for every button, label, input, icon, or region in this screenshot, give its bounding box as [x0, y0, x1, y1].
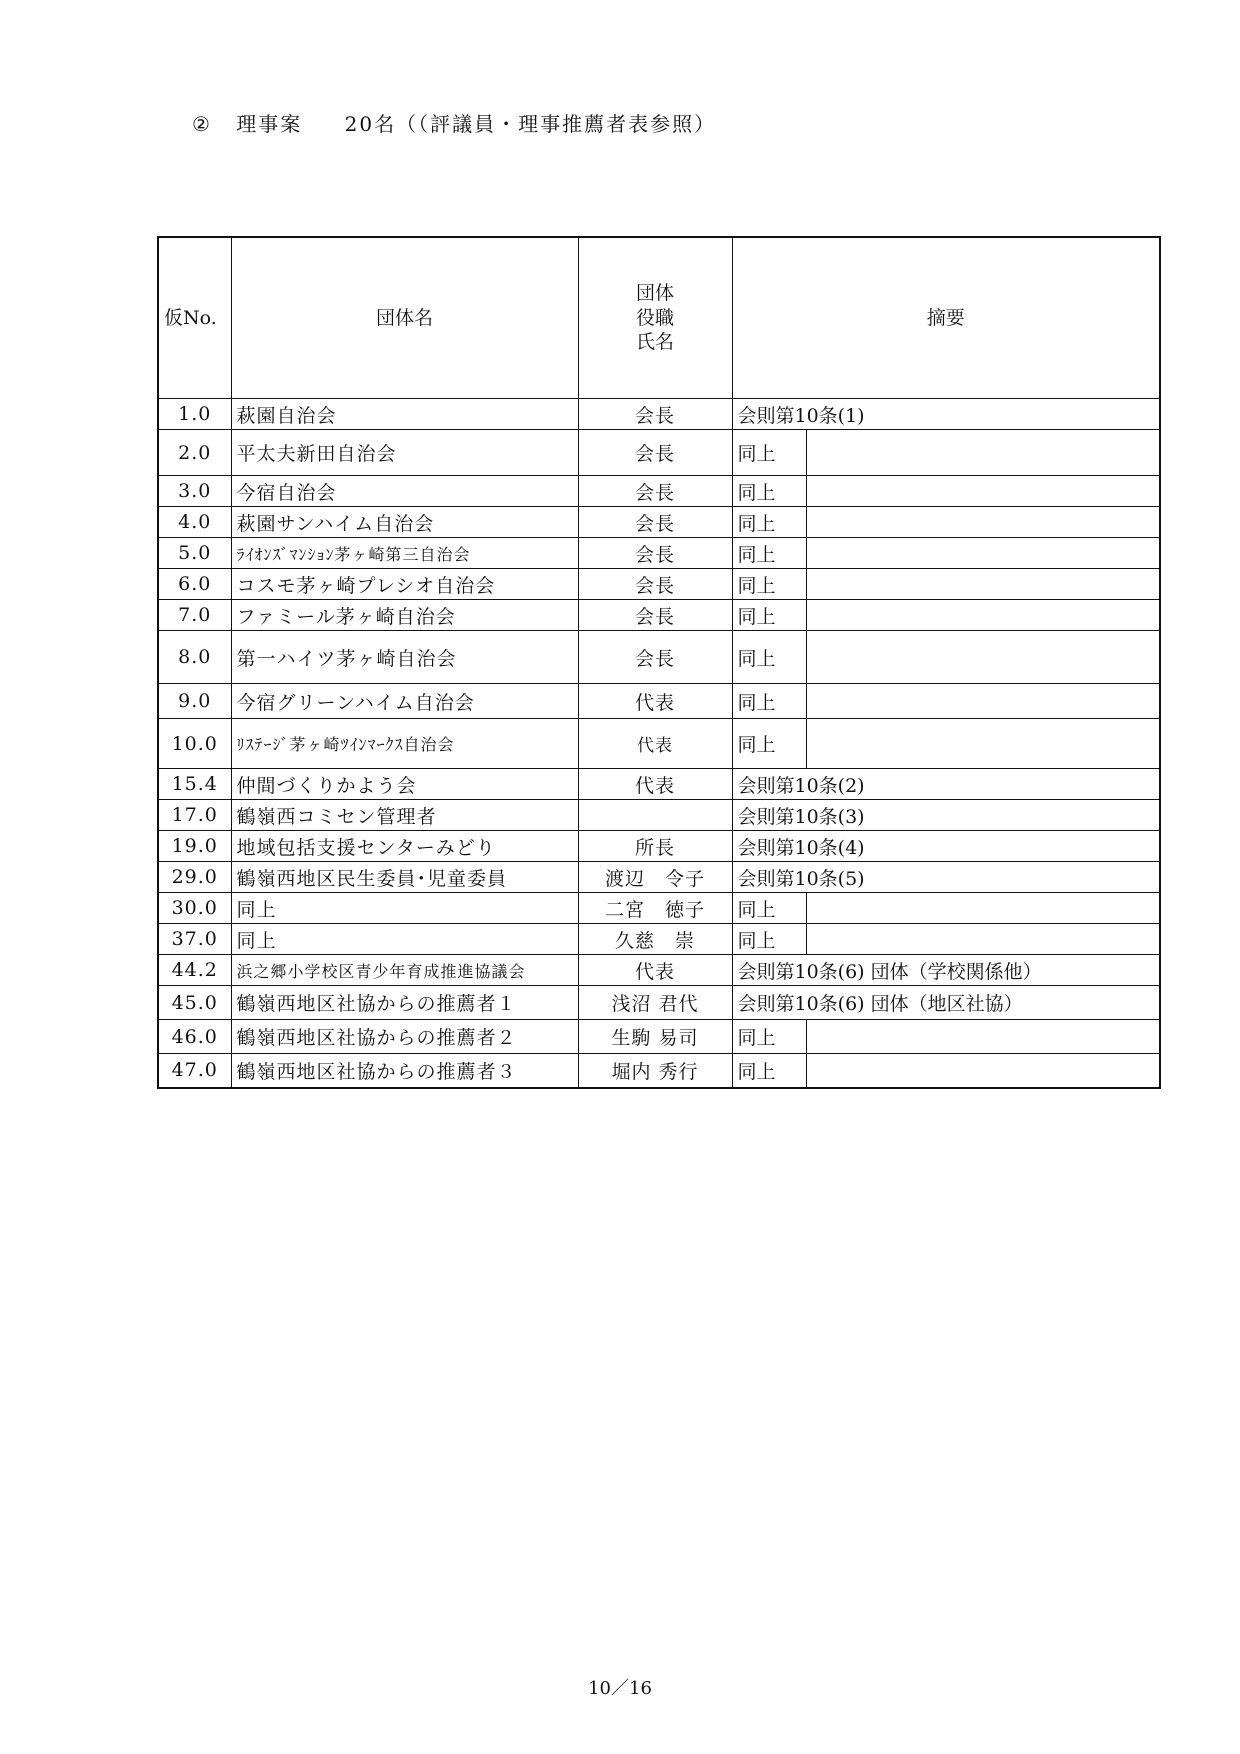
row-organization: 同上: [231, 893, 578, 924]
row-note-extra: [806, 631, 1160, 684]
row-organization: 平太夫新田自治会: [231, 430, 578, 476]
circled-number-marker: ②: [192, 112, 212, 136]
table-row: [158, 507, 1160, 538]
row-organization: 萩園自治会: [231, 399, 578, 430]
row-organization: 鶴嶺西コミセン管理者: [231, 800, 578, 831]
row-note: 会則第10条(6) 団体（地区社協）: [732, 986, 1160, 1020]
table-row: [158, 769, 1160, 800]
header-org: 団体名: [231, 237, 578, 399]
row-note: 同上: [732, 684, 806, 719]
row-organization: ﾗｲｵﾝｽﾞﾏﾝｼｮﾝ茅ヶ崎第三自治会: [231, 538, 578, 569]
row-role-name: [578, 800, 732, 831]
row-organization: 第一ハイツ茅ヶ崎自治会: [231, 631, 578, 684]
row-note: 同上: [732, 631, 806, 684]
heading-title: 理事案: [236, 112, 303, 136]
header-no: 仮No.: [158, 237, 231, 399]
row-note: 会則第10条(1): [732, 399, 1160, 430]
table-header-row: [158, 237, 1160, 399]
row-number: 8.0: [158, 631, 231, 684]
row-organization: 鶴嶺西地区社協からの推薦者１: [231, 986, 578, 1020]
row-role-name: 会長: [578, 538, 732, 569]
row-note: 同上: [732, 569, 806, 600]
director-candidates-table: [157, 236, 1161, 1089]
row-note: 同上: [732, 893, 806, 924]
row-number: 5.0: [158, 538, 231, 569]
table-row: [158, 955, 1160, 986]
row-note-extra: [806, 1020, 1160, 1054]
row-role-name: 渡辺 令子: [578, 862, 732, 893]
page-number: 10／16: [588, 1678, 652, 1699]
row-note: 同上: [732, 476, 806, 507]
row-note: 同上: [732, 538, 806, 569]
row-note: 同上: [732, 924, 806, 955]
row-organization: 鶴嶺西地区社協からの推薦者２: [231, 1020, 578, 1054]
row-role-name: 会長: [578, 569, 732, 600]
header-note: 摘要: [732, 237, 1160, 399]
row-role-name: 代表: [578, 955, 732, 986]
row-note-extra: [806, 1054, 1160, 1088]
table-row: [158, 684, 1160, 719]
row-note: 会則第10条(4): [732, 831, 1160, 862]
table-row: [158, 924, 1160, 955]
row-note-extra: [806, 893, 1160, 924]
row-role-name: 代表: [578, 769, 732, 800]
header-role: [578, 237, 732, 399]
row-role-name: 会長: [578, 600, 732, 631]
row-number: 29.0: [158, 862, 231, 893]
header-role-line: 氏名: [635, 331, 674, 354]
row-note: 同上: [732, 1054, 806, 1088]
table-row: [158, 800, 1160, 831]
row-role-name: 二宮 徳子: [578, 893, 732, 924]
row-organization: ファミール茅ヶ崎自治会: [231, 600, 578, 631]
row-note-extra: [806, 684, 1160, 719]
table-row: [158, 1054, 1160, 1088]
row-note: 会則第10条(2): [732, 769, 1160, 800]
table-row: [158, 831, 1160, 862]
row-role-name: 会長: [578, 476, 732, 507]
row-role-name: 堀内 秀行: [578, 1054, 732, 1088]
row-number: 4.0: [158, 507, 231, 538]
header-role-line: 団体: [635, 281, 674, 304]
row-organization: 地域包括支援センターみどり: [231, 831, 578, 862]
row-role-name: 代表: [578, 719, 732, 769]
table-row: [158, 399, 1160, 430]
row-note-extra: [806, 924, 1160, 955]
header-role-line: 役職: [635, 306, 674, 329]
row-number: 6.0: [158, 569, 231, 600]
row-role-name: 会長: [578, 507, 732, 538]
row-role-name: 生駒 易司: [578, 1020, 732, 1054]
table-row: [158, 1020, 1160, 1054]
row-note-extra: [806, 538, 1160, 569]
row-note-extra: [806, 476, 1160, 507]
row-note: 同上: [732, 719, 806, 769]
row-organization: コスモ茅ヶ崎プレシオ自治会: [231, 569, 578, 600]
row-note: 同上: [732, 430, 806, 476]
row-number: 7.0: [158, 600, 231, 631]
row-organization: 仲間づくりかよう会: [231, 769, 578, 800]
row-role-name: 会長: [578, 399, 732, 430]
table-row: [158, 986, 1160, 1020]
row-note: 会則第10条(3): [732, 800, 1160, 831]
table-row: [158, 600, 1160, 631]
row-organization: ﾘｽﾃｰｼﾞ茅ヶ崎ﾂｲﾝﾏｰｸｽ自治会: [231, 719, 578, 769]
table-row: [158, 862, 1160, 893]
row-number: 37.0: [158, 924, 231, 955]
row-note-extra: [806, 719, 1160, 769]
row-number: 47.0: [158, 1054, 231, 1088]
row-number: 2.0: [158, 430, 231, 476]
table-row: [158, 569, 1160, 600]
table-row: [158, 476, 1160, 507]
row-note-extra: [806, 600, 1160, 631]
table-row: [158, 719, 1160, 769]
row-organization: 鶴嶺西地区社協からの推薦者３: [231, 1054, 578, 1088]
table-row: [158, 893, 1160, 924]
row-note-extra: [806, 507, 1160, 538]
row-organization: 萩園サンハイム自治会: [231, 507, 578, 538]
row-role-name: 浅沼 君代: [578, 986, 732, 1020]
table-row: [158, 631, 1160, 684]
row-note: 同上: [732, 507, 806, 538]
row-organization: 今宿グリーンハイム自治会: [231, 684, 578, 719]
row-organization: 浜之郷小学校区青少年育成推進協議会: [231, 955, 578, 986]
row-number: 19.0: [158, 831, 231, 862]
row-number: 9.0: [158, 684, 231, 719]
row-number: 30.0: [158, 893, 231, 924]
row-role-name: 所長: [578, 831, 732, 862]
row-organization: 今宿自治会: [231, 476, 578, 507]
row-note: 同上: [732, 600, 806, 631]
row-number: 17.0: [158, 800, 231, 831]
row-role-name: 代表: [578, 684, 732, 719]
row-note-extra: [806, 569, 1160, 600]
heading-count: 20名（（評議員・理事推薦者表参照）: [344, 112, 717, 136]
row-role-name: 会長: [578, 631, 732, 684]
row-number: 44.2: [158, 955, 231, 986]
row-organization: 鶴嶺西地区民生委員･児童委員: [231, 862, 578, 893]
row-number: 15.4: [158, 769, 231, 800]
row-note: 同上: [732, 1020, 806, 1054]
table-row: [158, 538, 1160, 569]
row-number: 45.0: [158, 986, 231, 1020]
row-number: 10.0: [158, 719, 231, 769]
row-number: 46.0: [158, 1020, 231, 1054]
row-note: 会則第10条(6) 団体（学校関係他）: [732, 955, 1160, 986]
row-note: 会則第10条(5): [732, 862, 1160, 893]
row-organization: 同上: [231, 924, 578, 955]
row-role-name: 会長: [578, 430, 732, 476]
page-heading: [192, 108, 716, 137]
row-role-name: 久慈 崇: [578, 924, 732, 955]
row-number: 3.0: [158, 476, 231, 507]
row-number: 1.0: [158, 399, 231, 430]
table-row: [158, 430, 1160, 476]
table-body: [158, 399, 1160, 1088]
row-note-extra: [806, 430, 1160, 476]
